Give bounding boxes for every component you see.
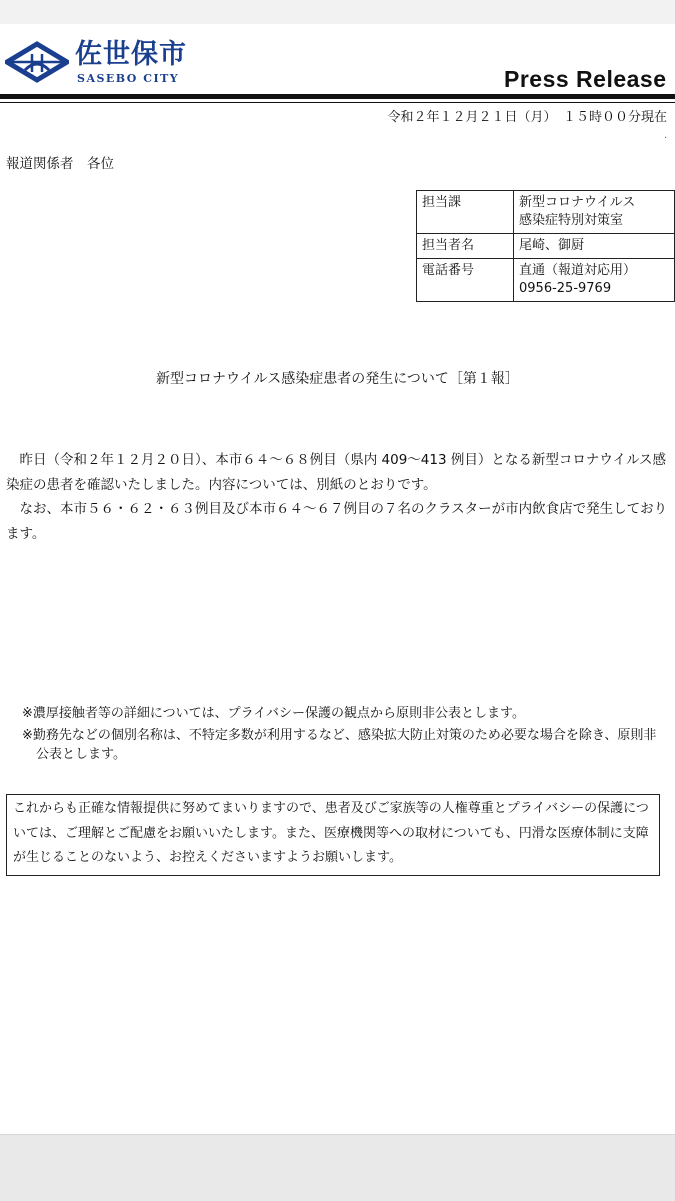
logo-city-subtitle: SASEBO CITY — [77, 72, 180, 85]
body-paragraph-2: なお、本市５６・６２・６３例目及び本市６４～６７例目の７名のクラスターが市内飲食店で発生しております。 — [6, 501, 668, 542]
contact-key: 担当課 — [417, 191, 514, 234]
release-datetime: 令和２年１２月２１日（月） １５時００分現在 — [387, 110, 667, 125]
viewer-top-strip — [0, 0, 675, 24]
table-row — [417, 191, 675, 234]
stray-dot: . — [664, 130, 668, 141]
note-1: ※濃厚接触者等の詳細については、プライバシー保護の観点から原則非公表とします。 — [22, 706, 525, 721]
contact-key: 電話番号 — [417, 259, 514, 302]
body-text — [6, 448, 670, 546]
note-2: ※勤務先などの個別名称は、不特定多数が利用するなど、感染拡大防止対策のため必要な場合を除き、原則非公表とします。 — [22, 728, 657, 762]
press-release-label: Press Release — [504, 66, 667, 92]
header-rule-thick — [0, 94, 675, 99]
table-row — [417, 234, 675, 259]
city-emblem-icon — [5, 40, 69, 84]
contact-value: 新型コロナウイルス 感染症特別対策室 — [514, 191, 675, 234]
body-paragraph-1: 昨日（令和２年１２月２０日）、本市６４～６８例目（県内 409～413 例目）となる新型コロナウイルス感染症の患者を確認いたしました。内容については、別紙のとおりです。 — [6, 452, 667, 493]
notes — [22, 704, 662, 767]
contact-value: 直通（報道対応用） 0956-25-9769 — [514, 259, 675, 302]
notice-box: これからも正確な情報提供に努めてまいりますので、患者及びご家族等の人権尊重とプライバシーの保護については、ご理解とご配慮をお願いいたします。また、医療機関等への取材についても、円滑な医療体制に支障が生じることのないよう、お控えくださいますようお願いします。 — [6, 794, 660, 876]
sasebo-city-logo — [5, 38, 195, 88]
contact-table — [416, 190, 675, 302]
table-row — [417, 259, 675, 302]
header-rule-thin — [0, 102, 675, 103]
document-page — [0, 24, 675, 1134]
viewer-bottom-strip — [0, 1134, 675, 1201]
contact-key: 担当者名 — [417, 234, 514, 259]
logo-city-name: 佐世保市 — [75, 39, 187, 70]
document-title: 新型コロナウイルス感染症患者の発生について［第１報］ — [156, 371, 519, 387]
contact-value: 尾崎、御厨 — [514, 234, 675, 259]
recipient-line: 報道関係者 各位 — [6, 156, 114, 172]
